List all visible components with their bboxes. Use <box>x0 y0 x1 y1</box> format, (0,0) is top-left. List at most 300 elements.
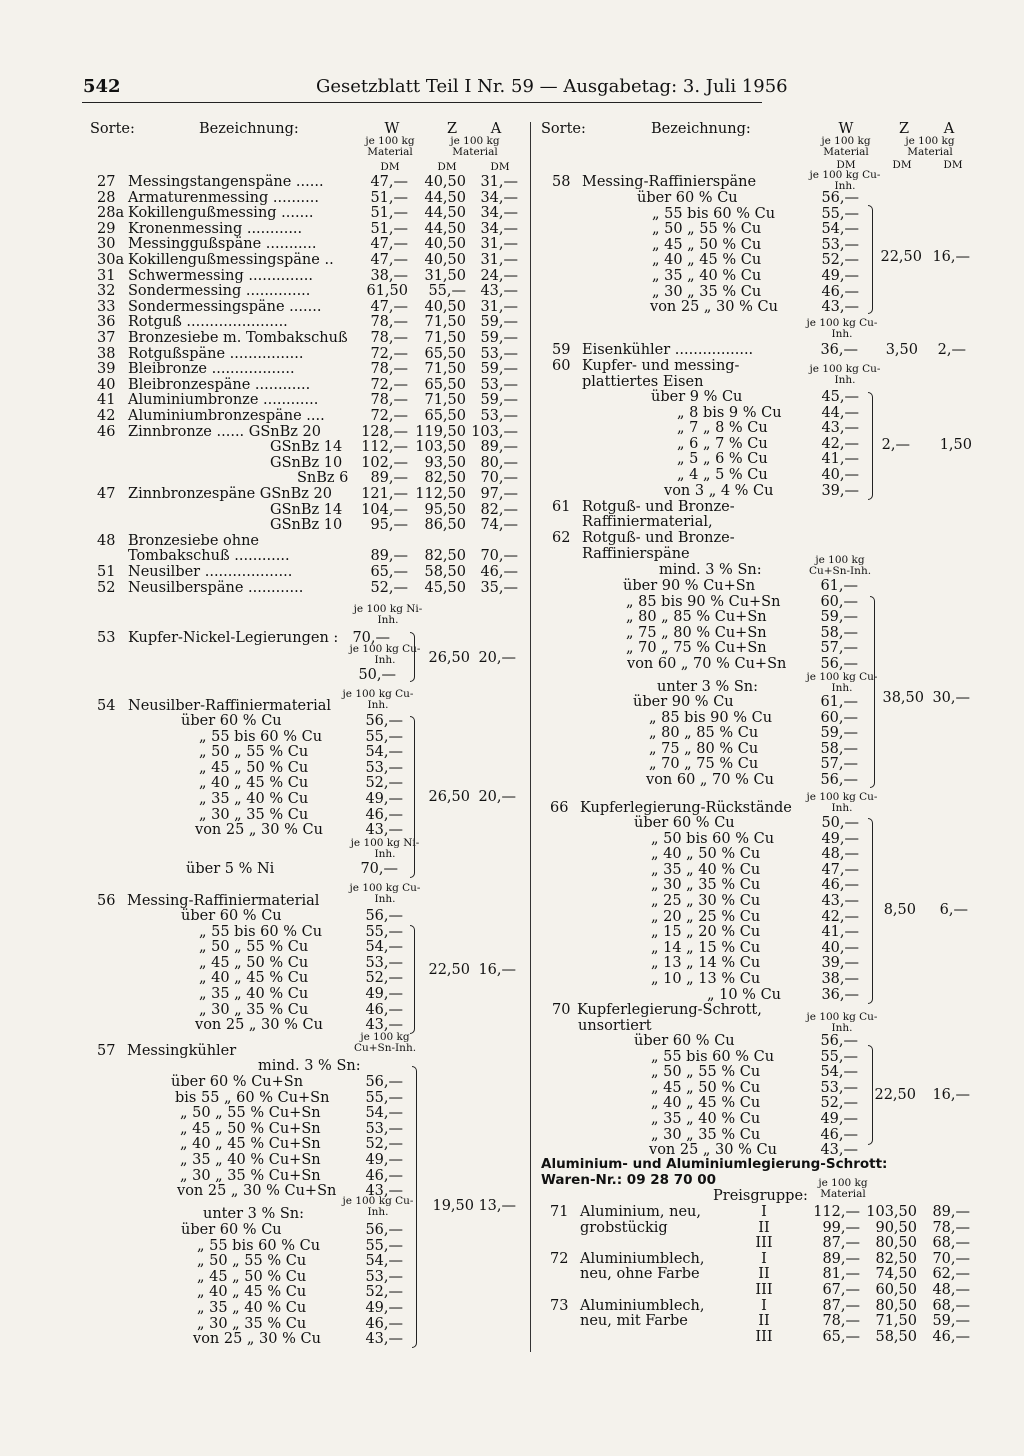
value-w: 55,— <box>365 923 403 940</box>
row-name: über 60 % Cu <box>637 190 738 206</box>
row-name: „ 50 „ 55 % Cu <box>197 1253 307 1270</box>
value-a: 43,— <box>480 283 518 300</box>
value-w: 59,— <box>820 609 858 626</box>
unit-label: je 100 kg Material <box>365 135 415 158</box>
row-number: 33 <box>97 298 116 315</box>
value-w: 78,— <box>370 392 408 409</box>
value-w: 46,— <box>365 806 403 823</box>
value-a: 20,— <box>478 650 516 666</box>
row-name: Tombakschuß ............ <box>128 548 290 565</box>
row-number: 59 <box>552 342 571 358</box>
value-w: 78,— <box>370 361 408 378</box>
value-z: 8,50 <box>883 902 916 918</box>
unit-dm: DM <box>892 159 912 171</box>
value-a: 103,— <box>471 423 518 440</box>
row-name: „ 55 bis 60 % Cu <box>651 1048 775 1065</box>
row-name: von 25 „ 30 % Cu <box>195 1017 323 1034</box>
value-w: 65,— <box>822 1328 860 1345</box>
value-a: 46,— <box>932 1328 970 1345</box>
value-w: 78,— <box>822 1313 860 1330</box>
row-name: „ 10 „ 13 % Cu <box>651 971 761 987</box>
row-name: „ 40 „ 45 % Cu <box>652 252 762 269</box>
row-name: Schwermessing .............. <box>128 267 313 284</box>
value-w: 52,— <box>365 775 403 792</box>
row-number: 42 <box>97 408 116 424</box>
row-name: „ 85 bis 90 % Cu <box>649 709 773 726</box>
value-w: 54,— <box>365 939 403 956</box>
group-brace <box>868 205 873 314</box>
row-name: Bleibronze .................. <box>128 361 295 378</box>
value-w: 58,— <box>820 740 858 757</box>
value-a: 89,— <box>480 439 518 456</box>
value-w: 49,— <box>820 1111 858 1127</box>
value-w: 38,— <box>370 267 408 284</box>
value-w: 53,— <box>365 954 403 971</box>
value-z: 31,50 <box>424 267 466 284</box>
row-name: „ 14 „ 15 % Cu <box>651 939 761 956</box>
col-header-bezeichnung: Bezeichnung: <box>651 121 751 137</box>
row-name: grobstückig <box>580 1219 668 1236</box>
row-name: von 25 „ 30 % Cu <box>195 822 323 839</box>
unit-dm: DM <box>943 159 963 171</box>
value-w: 53,— <box>821 236 859 253</box>
row-name: SnBz 6 <box>297 470 349 487</box>
value-z: 2,— <box>881 437 910 453</box>
value-a: 62,— <box>932 1266 970 1283</box>
value-w: 46,— <box>821 283 859 300</box>
value-w: 54,— <box>365 1105 403 1122</box>
header-rule <box>82 102 762 103</box>
row-number: 53 <box>97 630 116 646</box>
value-z: 22,50 <box>428 962 470 978</box>
value-w: 53,— <box>820 1079 858 1096</box>
row-number: 32 <box>97 283 116 300</box>
value-w: 42,— <box>821 435 859 452</box>
row-name: über 9 % Cu <box>651 389 743 405</box>
group-brace <box>870 596 875 788</box>
row-name: Rotguß ...................... <box>128 314 288 331</box>
row-number: 31 <box>97 267 116 284</box>
row-name: „ 25 „ 30 % Cu <box>651 893 761 909</box>
row-name: „ 35 „ 40 % Cu+Sn <box>180 1152 321 1168</box>
value-w: 36,— <box>820 342 858 358</box>
value-w: 49,— <box>821 268 859 284</box>
value-z: 44,50 <box>424 189 466 206</box>
row-name: mind. 3 % Sn: <box>659 562 762 578</box>
row-number: 72 <box>550 1250 569 1267</box>
value-w: 43,— <box>821 299 859 316</box>
col-header-sorte: Sorte: <box>541 121 586 137</box>
value-w: 89,— <box>370 548 408 565</box>
value-z: 65,50 <box>424 345 466 362</box>
value-w: 55,— <box>365 1089 403 1106</box>
row-number: 71 <box>550 1204 569 1220</box>
value-w: 50,— <box>821 815 859 831</box>
value-w: 42,— <box>821 908 859 925</box>
row-name: über 60 % Cu <box>181 713 282 729</box>
value-w: 56,— <box>365 1074 403 1090</box>
row-name: neu, mit Farbe <box>580 1313 688 1330</box>
row-number: 28a <box>97 205 125 222</box>
row-name: „ 55 bis 60 % Cu <box>652 205 776 222</box>
preisgruppe-label: Preisgruppe: <box>713 1188 808 1204</box>
value-w: 89,— <box>822 1250 860 1267</box>
value-z: 80,50 <box>875 1235 917 1252</box>
unit-label: je 100 kg Material <box>818 1177 868 1200</box>
row-name: neu, ohne Farbe <box>580 1266 700 1283</box>
row-name: unsortiert <box>578 1018 652 1034</box>
value-w: 57,— <box>820 640 858 657</box>
value-w: 58,— <box>820 624 858 641</box>
value-w: 44,— <box>821 404 859 421</box>
value-z: 103,50 <box>866 1204 917 1220</box>
col-header-w: W <box>384 121 400 137</box>
row-name: Raffiniermaterial, <box>582 514 713 530</box>
row-name: von 25 „ 30 % Cu <box>649 1142 777 1159</box>
row-name: „ 13 „ 14 % Cu <box>651 955 761 972</box>
value-z: 40,50 <box>424 174 466 190</box>
row-number: 27 <box>97 174 116 190</box>
row-name: von 3 „ 4 % Cu <box>664 482 774 499</box>
value-a: 80,— <box>480 454 518 471</box>
group-brace <box>410 925 415 1034</box>
value-w: 47,— <box>370 174 408 190</box>
row-name: „ 50 „ 55 % Cu <box>199 744 309 761</box>
row-number: 47 <box>97 486 116 502</box>
value-a: 78,— <box>932 1219 970 1236</box>
row-name: „ 45 „ 50 % Cu <box>199 954 309 971</box>
value-w: 87,— <box>822 1235 860 1252</box>
value-z: 44,50 <box>424 205 466 222</box>
row-name: „ 75 „ 80 % Cu <box>649 740 759 757</box>
row-name: Messing-Raffinierspäne <box>582 174 757 190</box>
row-name: Sondermessingspäne ....... <box>128 298 322 315</box>
row-name: „ 80 „ 85 % Cu+Sn <box>626 609 767 626</box>
row-name: Zinnbronze ...... GSnBz 20 <box>128 423 321 440</box>
value-a: 31,— <box>480 298 518 315</box>
value-a: 53,— <box>480 376 518 393</box>
row-name: „ 50 „ 55 % Cu <box>652 221 762 238</box>
value-a: 6,— <box>939 902 968 918</box>
value-w: 53,— <box>365 1268 403 1285</box>
row-number: 70 <box>552 1002 571 1018</box>
section-subheading: Waren-Nr.: 09 28 70 00 <box>541 1172 717 1188</box>
price-group: II <box>758 1219 770 1236</box>
value-a: 68,— <box>932 1297 970 1314</box>
value-a: 59,— <box>480 330 518 346</box>
row-number: 61 <box>552 499 571 515</box>
row-name: Rotgußspäne ................ <box>128 345 304 362</box>
unit-label: je 100 kg Cu+Sn-Inh. <box>353 1031 417 1054</box>
value-w: 54,— <box>365 1253 403 1270</box>
row-name: von 25 „ 30 % Cu+Sn <box>177 1183 337 1200</box>
value-z: 103,50 <box>415 439 466 456</box>
row-name: „ 40 „ 45 % Cu <box>651 1095 761 1112</box>
value-w: 47,— <box>370 236 408 253</box>
row-name: von 25 „ 30 % Cu <box>650 299 778 316</box>
row-name: Messingkühler <box>127 1043 237 1059</box>
row-name: „ 30 „ 35 % Cu <box>651 1126 761 1143</box>
value-w: 128,— <box>361 423 408 440</box>
value-w: 72,— <box>370 408 408 424</box>
unit-label: je 100 kg Material <box>450 135 500 158</box>
value-z: 22,50 <box>874 1087 916 1103</box>
value-a: 70,— <box>932 1250 970 1267</box>
unit-label: je 100 kg Material <box>905 135 955 158</box>
row-name: Kokillengußmessing ....... <box>128 205 314 222</box>
row-name: „ 30 „ 35 % Cu <box>651 877 761 894</box>
row-number: 37 <box>97 330 116 346</box>
value-w: 47,— <box>821 861 859 878</box>
unit-label: je 100 kg Cu-Inh. <box>342 688 414 711</box>
unit-label: je 100 kg Cu-Inh. <box>342 1195 414 1218</box>
value-w: 53,— <box>365 1120 403 1137</box>
price-group: I <box>761 1204 767 1220</box>
price-group: III <box>755 1282 773 1298</box>
value-w: 81,— <box>822 1266 860 1283</box>
col-header-w: W <box>838 121 854 137</box>
group-brace <box>868 818 873 1004</box>
value-w: 52,— <box>365 1136 403 1153</box>
value-w: 55,— <box>820 1048 858 1065</box>
value-w: 87,— <box>822 1297 860 1314</box>
row-name: „ 40 „ 45 % Cu <box>199 775 309 792</box>
value-z: 112,50 <box>415 486 466 502</box>
unit-label: je 100 kg Ni-Inh. <box>353 603 423 626</box>
value-z: 82,50 <box>424 470 466 487</box>
value-w: 38,— <box>821 971 859 987</box>
value-a: 70,— <box>480 470 518 487</box>
row-name: unter 3 % Sn: <box>657 679 759 695</box>
page-number: 542 <box>83 76 121 97</box>
price-group: I <box>761 1297 767 1314</box>
value-z: 93,50 <box>424 454 466 471</box>
row-name: Kupferlegierung-Schrott, <box>577 1002 762 1018</box>
row-number: 48 <box>97 532 116 549</box>
value-z: 95,50 <box>424 501 466 518</box>
row-name: Kupfer-Nickel-Legierungen : <box>128 630 339 646</box>
value-a: 34,— <box>480 220 518 237</box>
value-w: 57,— <box>820 756 858 773</box>
value-w: 56,— <box>365 713 403 729</box>
value-w: 112,— <box>813 1204 860 1220</box>
row-name: „ 20 „ 25 % Cu <box>651 908 761 925</box>
value-a: 24,— <box>480 267 518 284</box>
group-brace <box>412 1066 417 1348</box>
unit-dm: DM <box>380 161 400 173</box>
value-w: 41,— <box>821 924 859 941</box>
row-name: über 90 % Cu+Sn <box>623 578 756 594</box>
col-header-a: A <box>490 121 502 137</box>
row-number: 39 <box>97 361 116 378</box>
row-name: GSnBz 10 <box>270 517 343 534</box>
value-z: 58,50 <box>875 1328 917 1345</box>
value-z: 26,50 <box>428 650 470 666</box>
row-name: „ 50 bis 60 % Cu <box>651 830 775 847</box>
value-z: 86,50 <box>424 517 466 534</box>
value-w: 56,— <box>820 1033 858 1049</box>
row-name: „ 80 „ 85 % Cu <box>649 725 759 742</box>
row-name: Messinggußspäne ........... <box>128 236 317 253</box>
value-z: 82,50 <box>875 1250 917 1267</box>
column-divider <box>530 122 531 1352</box>
value-w: 39,— <box>821 955 859 972</box>
value-w: 56,— <box>365 908 403 924</box>
row-number: 41 <box>97 392 116 409</box>
row-name: GSnBz 14 <box>270 439 343 456</box>
row-name: über 60 % Cu <box>181 908 282 924</box>
unit-label: je 100 kg Cu-Inh. <box>349 643 421 666</box>
value-z: 71,50 <box>424 392 466 409</box>
row-name: „ 45 „ 50 % Cu <box>652 236 762 253</box>
row-number: 30 <box>97 236 116 253</box>
value-a: 2,— <box>937 342 966 358</box>
value-w: 56,— <box>820 772 858 788</box>
value-z: 71,50 <box>424 361 466 378</box>
row-name: Kupferlegierung-Rückstände <box>580 800 792 816</box>
value-w: 55,— <box>821 205 859 222</box>
value-z: 71,50 <box>875 1313 917 1330</box>
row-name: „ 5 „ 6 % Cu <box>677 451 768 468</box>
row-name: GSnBz 10 <box>270 454 343 471</box>
row-name: „ 30 „ 35 % Cu+Sn <box>180 1167 321 1184</box>
value-w: 39,— <box>821 482 859 499</box>
row-name: „ 55 bis 60 % Cu <box>199 728 323 745</box>
value-a: 30,— <box>932 690 970 706</box>
row-name: Aluminiumblech, <box>580 1297 705 1314</box>
value-z: 65,50 <box>424 376 466 393</box>
row-name: Neusilber-Raffiniermaterial <box>128 698 331 714</box>
value-a: 31,— <box>480 174 518 190</box>
value-w: 43,— <box>365 1017 403 1034</box>
value-a: 34,— <box>480 205 518 222</box>
value-w: 56,— <box>365 1222 403 1238</box>
row-number: 60 <box>552 358 571 374</box>
row-name: „ 55 bis 60 % Cu <box>199 923 323 940</box>
value-z: 44,50 <box>424 220 466 237</box>
row-name: mind. 3 % Sn: <box>258 1058 361 1074</box>
value-w: 46,— <box>365 1001 403 1018</box>
value-w: 50,— <box>358 667 396 683</box>
row-name: „ 15 „ 20 % Cu <box>651 924 761 941</box>
row-name: „ 40 „ 45 % Cu+Sn <box>180 1136 321 1153</box>
row-number: 46 <box>97 423 116 440</box>
row-name: Armaturenmessing .......... <box>128 189 319 206</box>
row-name: Bronzesiebe m. Tombakschuß <box>128 330 348 346</box>
row-name: „ 50 „ 55 % Cu <box>651 1064 761 1081</box>
row-name: „ 8 bis 9 % Cu <box>677 404 782 421</box>
value-a: 16,— <box>478 962 516 978</box>
unit-label: je 100 kg Cu+Sn-Inh. <box>808 554 872 577</box>
value-a: 16,— <box>932 249 970 265</box>
value-a: 59,— <box>480 314 518 331</box>
row-name: Messing-Raffiniermaterial <box>127 893 320 909</box>
value-w: 45,— <box>821 389 859 405</box>
value-a: 48,— <box>932 1282 970 1298</box>
row-name: Rotguß- und Bronze- <box>582 499 735 515</box>
row-name: über 5 % Ni <box>186 861 275 877</box>
value-z: 82,50 <box>424 548 466 565</box>
unit-label: je 100 kg Ni-Inh. <box>350 837 420 860</box>
value-a: 31,— <box>480 252 518 268</box>
unit-dm: DM <box>836 159 856 171</box>
row-name: Messingstangenspäne ...... <box>128 174 324 190</box>
row-name: von 60 „ 70 % Cu+Sn <box>627 656 787 672</box>
value-w: 60,— <box>820 593 858 610</box>
value-w: 102,— <box>361 454 408 471</box>
value-z: 80,50 <box>875 1297 917 1314</box>
row-name: „ 45 „ 50 % Cu+Sn <box>180 1120 321 1137</box>
row-name: „ 10 % Cu <box>707 986 782 1003</box>
value-w: 43,— <box>821 420 859 437</box>
unit-label: je 100 kg Cu-Inh. <box>349 882 421 905</box>
row-number: 57 <box>97 1043 116 1059</box>
row-name: über 60 % Cu <box>634 1033 735 1049</box>
value-w: 40,— <box>821 467 859 483</box>
row-name: Aluminiumbronze ............ <box>128 392 319 409</box>
group-brace <box>410 632 415 682</box>
value-a: 70,— <box>480 548 518 565</box>
row-name: über 60 % Cu <box>181 1222 282 1238</box>
row-name: unter 3 % Sn: <box>203 1206 305 1222</box>
row-name: „ 75 „ 80 % Cu+Sn <box>626 624 767 641</box>
value-w: 49,— <box>365 1300 403 1316</box>
value-z: 19,50 <box>432 1198 474 1214</box>
row-name: GSnBz 14 <box>270 501 343 518</box>
value-w: 52,— <box>820 1095 858 1112</box>
col-header-a: A <box>943 121 955 137</box>
value-w: 47,— <box>370 298 408 315</box>
unit-label: je 100 kg Cu-Inh. <box>806 317 878 340</box>
row-name: über 90 % Cu <box>633 694 734 710</box>
value-w: 61,50 <box>366 283 408 300</box>
row-number: 36 <box>97 314 116 331</box>
unit-dm: DM <box>437 161 457 173</box>
value-z: 3,50 <box>885 342 918 358</box>
value-a: 97,— <box>480 486 518 502</box>
row-name: „ 35 „ 40 % Cu <box>199 791 309 807</box>
row-name: „ 6 „ 7 % Cu <box>677 435 768 452</box>
value-w: 48,— <box>821 846 859 863</box>
price-group: III <box>755 1235 773 1252</box>
row-number: 52 <box>97 579 116 596</box>
value-a: 68,— <box>932 1235 970 1252</box>
value-w: 52,— <box>370 579 408 596</box>
row-name: „ 55 bis 60 % Cu <box>197 1237 321 1254</box>
value-w: 121,— <box>361 486 408 502</box>
col-header-z: Z <box>898 121 910 137</box>
unit-label: je 100 kg Cu-Inh. <box>809 169 881 192</box>
value-z: 40,50 <box>424 252 466 268</box>
value-z: 71,50 <box>424 314 466 331</box>
row-name: „ 40 „ 45 % Cu <box>197 1284 307 1301</box>
row-number: 29 <box>97 220 116 237</box>
row-number: 73 <box>550 1297 569 1314</box>
value-w: 78,— <box>370 314 408 331</box>
row-number: 28 <box>97 189 116 206</box>
value-z: 71,50 <box>424 330 466 346</box>
row-name: Raffinierspäne <box>582 546 690 562</box>
row-name: „ 40 „ 50 % Cu <box>651 846 761 863</box>
value-a: 34,— <box>480 189 518 206</box>
row-name: Kupfer- und messing- <box>582 358 740 374</box>
value-a: 1,50 <box>939 437 972 453</box>
row-name: „ 50 „ 55 % Cu <box>199 939 309 956</box>
value-a: 74,— <box>480 517 518 534</box>
value-w: 46,— <box>821 877 859 894</box>
row-name: „ 30 „ 35 % Cu <box>652 283 762 300</box>
value-w: 49,— <box>365 986 403 1002</box>
